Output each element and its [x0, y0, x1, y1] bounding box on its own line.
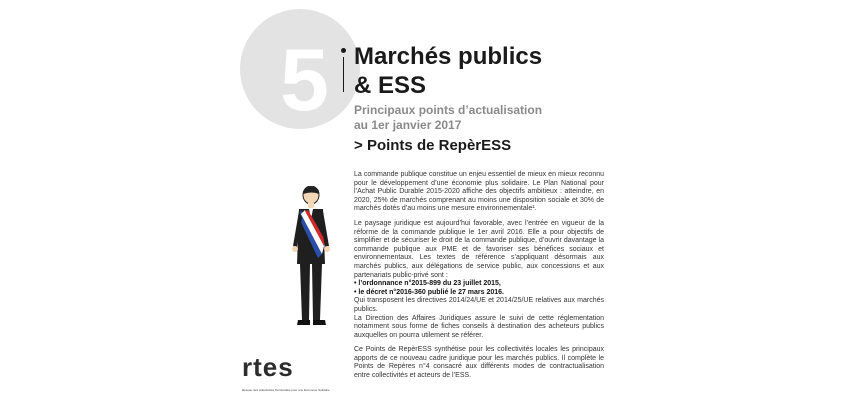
section-marker: > [354, 137, 363, 154]
body-text [354, 171, 604, 387]
subtitle-line2: au 1er janvier 2017 [354, 118, 462, 132]
rtes-logo [240, 352, 338, 396]
title-bullet-dot [341, 48, 346, 53]
body-paragraph: Ce Points de RepèrESS synthétise pour les collectivités locales les principaux apports de ce nouveau cadre juridique pour les marchés publics. Il complète le Points de Repères n°4 consacré aux différents modes de contractualisation entre collectivités et acteurs de l’ESS. [354, 346, 604, 380]
body-paragraph: Qui transposent les directives 2014/24/UE et 2014/25/UE relatives aux marchés publics. [354, 297, 604, 313]
mayor-figure-illustration [288, 186, 338, 331]
body-paragraph: La Direction des Affaires Juridiques assure le suivi de cette réglementation notamment sous forme de fiches conseils à destination des acheteurs publics auxquelles on pourra utilement se référer. [354, 314, 604, 339]
section-title: Points de RepèrESS [366, 137, 512, 154]
page-subtitle [354, 103, 614, 133]
body-paragraph: Le paysage juridique est aujourd’hui favorable, avec l’entrée en vigueur de la réforme de la commande publique le 1er avril 2016. Elle a pour objectifs de simplifier et de sécuriser le droit de la commande publique, d’ouvrir davantage la commande publique aux PME et de favoriser ses bénéfices sociaux et environnementaux. Les textes de référence s’appliquant désormais aux marchés publics, aux délégations de service public, aux concessions et aux partenariats public-privé sont : [354, 219, 604, 279]
logo-tagline: Réseau des collectivités Territoriales pour une Economie Solidaire [242, 388, 330, 392]
reference-item: • le décret n°2016-360 publié le 27 mars 2016. [354, 288, 505, 296]
page-title-line1: Marchés publics [354, 43, 543, 70]
page-title-line2: & ESS [354, 72, 427, 99]
subtitle-line1: Principaux points d’actualisation [354, 103, 543, 117]
section-heading [354, 137, 511, 154]
reference-item: • l’ordonnance n°2015-899 du 23 juillet 2015, [354, 280, 501, 288]
logo-wordmark: rtes [242, 352, 294, 382]
title-vertical-rule [343, 57, 344, 92]
chapter-number: 5 [280, 30, 329, 129]
body-paragraph: La commande publique constitue un enjeu essentiel de mieux en mieux reconnu pour le développement d’une économie plus solidaire. Le Plan National pour l’Achat Public Durable 2015-2020 affiche des objectifs ambitieux : atteindre, en 2020, 25% de marchés comprenant au moins une disposition sociale et 30% de marchés dotés d’au moins une mesure environnementale¹. [354, 171, 604, 213]
